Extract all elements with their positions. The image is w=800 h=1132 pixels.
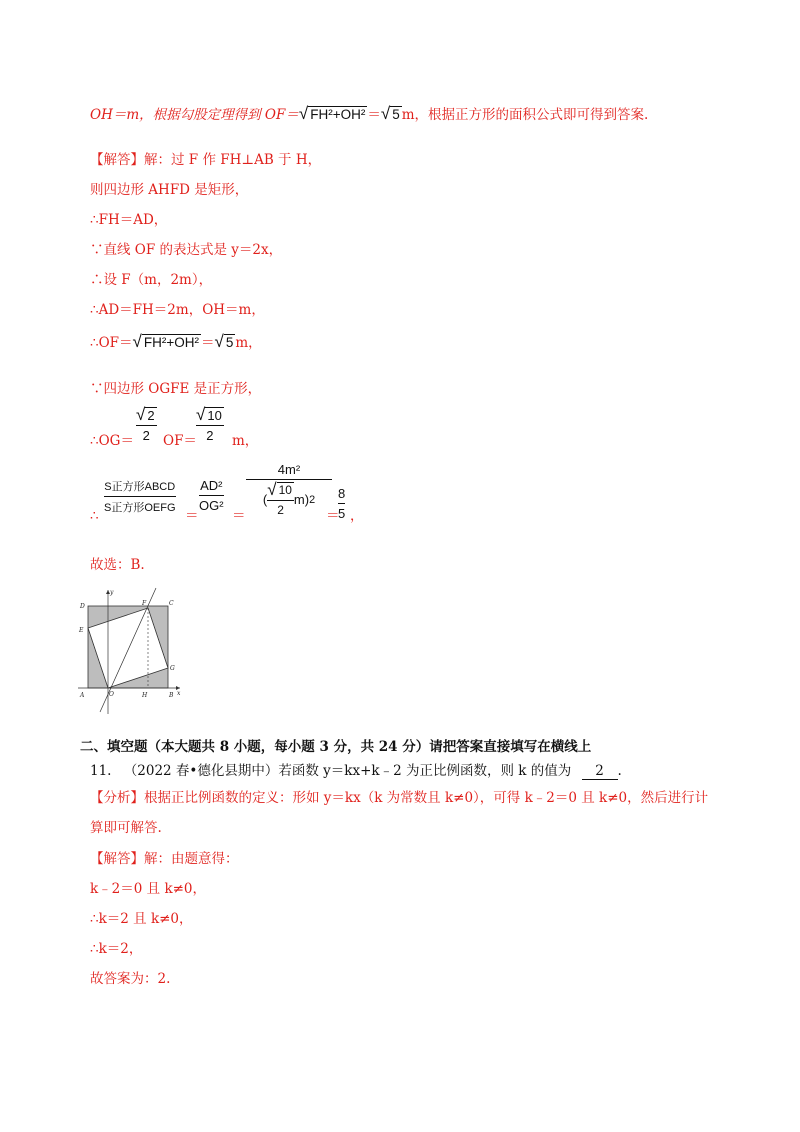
section-heading: 二、填空题（本大题共 8 小题，每小题 3 分，共 24 分）请把答案直接填写在横线上	[80, 739, 592, 755]
solution-line-4: ∵直线 OF 的表达式是 y＝2x，	[90, 242, 283, 258]
of-fraction: √ 10 2	[196, 405, 222, 443]
label-F: F	[142, 600, 147, 607]
og-line-suffix: m，	[232, 433, 259, 449]
intro-text-a: OH＝m，根据勾股定理得到 OF＝	[90, 107, 299, 123]
ratio-eq-3: ＝	[326, 508, 340, 524]
sqrt-fh-oh: √ FH²+OH²	[298, 104, 366, 123]
solution-line-1: 【解答】解：过 F 作 FH⊥AB 于 H，	[90, 152, 322, 168]
intro-line: OH＝m，根据勾股定理得到 OF＝ √ FH²+OH² ＝ √ 5 m，根据正方形的面积公式即可得到答案.	[90, 104, 649, 123]
label-G: G	[170, 665, 175, 672]
ratio-prefix: ∴	[90, 508, 99, 524]
analysis-line-1: 【分析】根据正比例函数的定义：形如 y＝kx（k 为常数且 k≠0），可得 k﹣2＝0 且 k≠0，然后进行计	[90, 790, 709, 806]
area-ratio-fraction: S正方形ABCD S正方形OEFG	[104, 481, 176, 514]
q11-solution-1: 【解答】解：由题意得：	[90, 851, 239, 867]
answer-blank: 2	[582, 763, 618, 780]
label-D: D	[80, 603, 85, 610]
question-text: （2022 春•德化县期中）若函数 y＝kx+k﹣2 为正比例函数，则 k 的值为	[123, 763, 572, 779]
sqrt-fh-oh-2: √ FH²+OH²	[132, 332, 199, 351]
sqrt-5-2: √ 5	[214, 332, 234, 351]
q11-solution-2: k﹣2＝0 且 k≠0，	[90, 881, 207, 897]
ratio-eq-2: ＝	[232, 508, 246, 524]
label-H: H	[142, 692, 148, 699]
label-C: C	[169, 600, 174, 607]
sqrt-5: √ 5	[380, 104, 400, 123]
og-fraction: √ 2 2	[136, 405, 155, 443]
ratio-end: ，	[350, 508, 364, 524]
answer-line: 故选：B.	[90, 557, 145, 573]
og-line-prefix: ∴OG＝	[90, 433, 134, 449]
result-fraction: 8 5	[338, 486, 346, 521]
q11-solution-3: ∴k＝2 且 k≠0，	[90, 911, 193, 927]
square-figure	[76, 586, 186, 716]
label-B: B	[169, 692, 174, 699]
of-line: ∴OF＝ √ FH²+OH² ＝ √ 5 m，	[90, 332, 262, 351]
question-number: 11.	[90, 763, 112, 779]
ad-og-fraction: AD² OG²	[199, 478, 224, 513]
solution-line-2: 则四边形 AHFD 是矩形，	[90, 182, 249, 198]
label-y: y	[110, 589, 114, 596]
q11-solution-4: ∴k＝2，	[90, 941, 143, 957]
q11-solution-5: 故答案为：2.	[90, 971, 171, 987]
solution-line-5: ∴设 F（m，2m），	[90, 272, 213, 288]
of-label: OF＝	[163, 433, 197, 449]
square-line: ∵四边形 OGFE 是正方形，	[90, 381, 262, 397]
ratio-eq-1: ＝	[185, 508, 199, 524]
analysis-line-2: 算即可解答.	[90, 820, 162, 836]
label-x: x	[177, 690, 181, 697]
solution-line-6: ∴AD＝FH＝2m，OH＝m，	[90, 302, 265, 318]
label-A: A	[80, 692, 85, 699]
label-E: E	[79, 627, 84, 634]
question-11: 11. （2022 春•德化县期中）若函数 y＝kx+k﹣2 为正比例函数，则 k 的值为 2 .	[90, 763, 622, 779]
label-O: O	[109, 691, 114, 698]
solution-line-3: ∴FH＝AD，	[90, 212, 168, 228]
big-fraction: 4m² ( √ 10 2 m) 2	[246, 462, 332, 517]
